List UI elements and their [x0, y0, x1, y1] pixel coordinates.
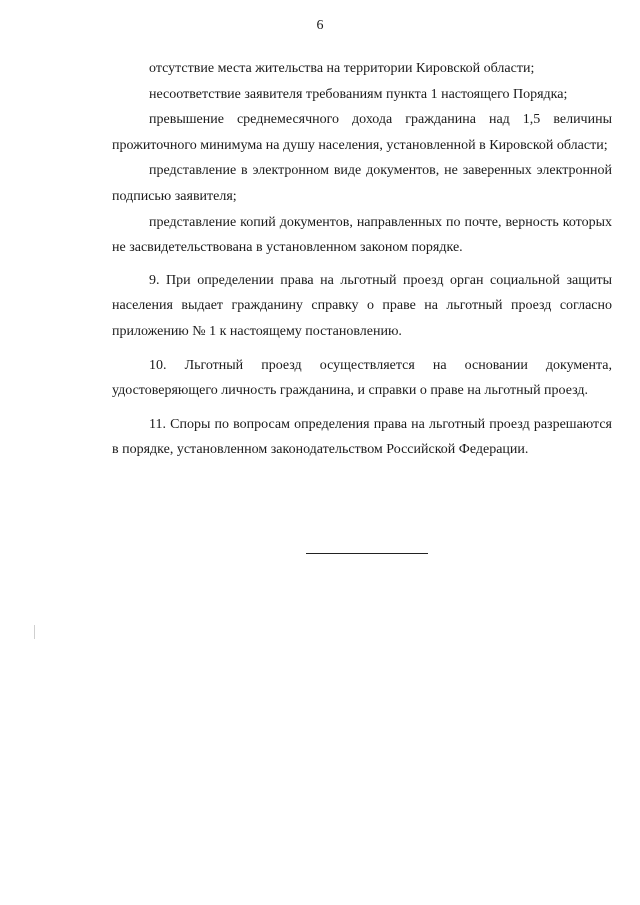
scan-margin-mark: [34, 625, 35, 639]
paragraph-clause-10: 10. Льготный проезд осуществляется на основании документа, удостоверяющего личность гражданина, и справки о праве на льготный проезд.: [112, 357, 612, 399]
end-of-text-rule: [306, 553, 428, 554]
paragraph-unsigned-electronic-docs: представление в электронном виде документов, не заверенных электронной подписью заявителя;: [112, 163, 612, 204]
document-body: [112, 56, 612, 463]
paragraph-requirements-mismatch: несоответствие заявителя требованиям пункта 1 настоящего Порядка;: [149, 86, 568, 102]
paragraph-income-excess: превышение среднемесячного дохода гражданина над 1,5 величины прожиточного минимума на душу населения, установленной в Кировской области;: [112, 112, 612, 153]
paragraph-uncertified-copies: представление копий документов, направленных по почте, верность которых не засвидетельствована в установленном законом порядке.: [112, 214, 612, 256]
page-number: 6: [316, 18, 324, 33]
paragraph-clause-9: 9. При определении права на льготный проезд орган социальной защиты населения выдает гражданину справку о праве на льготный проезд согласно приложению № 1 к настоящему постановлению.: [112, 272, 612, 339]
paragraph-clause-11: 11. Споры по вопросам определения права на льготный проезд разрешаются в порядке, установленном законодательством Российской Федерации.: [112, 416, 612, 458]
paragraph-no-residence: отсутствие места жительства на территории Кировской области;: [149, 61, 535, 76]
